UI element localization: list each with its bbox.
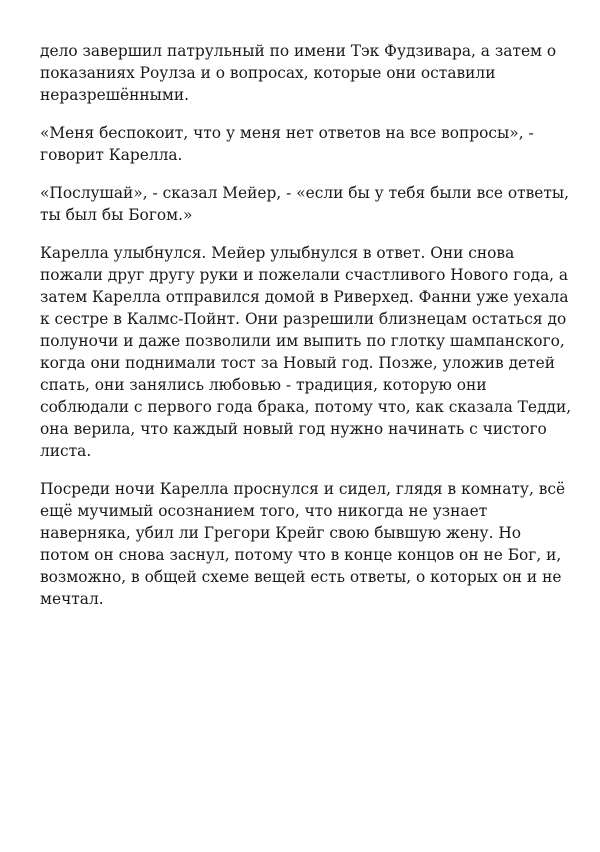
text-line: показаниях Роулза и о вопросах, которые они оставили xyxy=(40,64,496,82)
paragraph-2 xyxy=(40,122,560,166)
text-line: говорит Карелла. xyxy=(40,146,183,164)
text-line: мечтал. xyxy=(40,590,104,608)
text-line: «Послушай», - сказал Мейер, - «если бы у тебя были все ответы, xyxy=(40,184,570,202)
text-line: ещё мучимый осознанием того, что никогда не узнает xyxy=(40,502,488,520)
text-line: полуночи и даже позволили им выпить по глотку шампанского, xyxy=(40,332,565,350)
text-line: «Меня беспокоит, что у меня нет ответов на все вопросы», - xyxy=(40,124,534,142)
document-page xyxy=(40,40,572,626)
paragraph-4 xyxy=(40,242,572,462)
text-line: соблюдали с первого года брака, потому что, как сказала Тедди, xyxy=(40,398,572,416)
text-line: возможно, в общей схеме вещей есть ответы, о которых он и не xyxy=(40,568,562,586)
text-line: потом он снова заснул, потому что в конце концов он не Бог, и, xyxy=(40,546,562,564)
text-line: неразрешёнными. xyxy=(40,86,190,104)
text-line: спать, они занялись любовью - традиция, которую они xyxy=(40,376,487,394)
text-line: ты был бы Богом.» xyxy=(40,206,193,224)
text-line: Посреди ночи Карелла проснулся и сидел, глядя в комнату, всё xyxy=(40,480,566,498)
text-line: когда они поднимали тост за Новый год. Позже, уложив детей xyxy=(40,354,556,372)
text-line: затем Карелла отправился домой в Риверхед. Фанни уже уехала xyxy=(40,288,569,306)
text-line: она верила, что каждый новый год нужно начинать с чистого xyxy=(40,420,547,438)
text-line: дело завершил патрульный по имени Тэк Фудзивара, а затем о xyxy=(40,42,557,60)
text-line: пожали друг другу руки и пожелали счастливого Нового года, а xyxy=(40,266,569,284)
paragraph-1 xyxy=(40,40,560,106)
text-line: Карелла улыбнулся. Мейер улыбнулся в ответ. Они снова xyxy=(40,244,515,262)
text-line: к сестре в Калмс-Пойнт. Они разрешили близнецам остаться до xyxy=(40,310,567,328)
paragraph-5 xyxy=(40,478,566,610)
paragraph-3 xyxy=(40,182,570,226)
text-line: листа. xyxy=(40,442,92,460)
text-line: наверняка, убил ли Грегори Крейг свою бывшую жену. Но xyxy=(40,524,522,542)
